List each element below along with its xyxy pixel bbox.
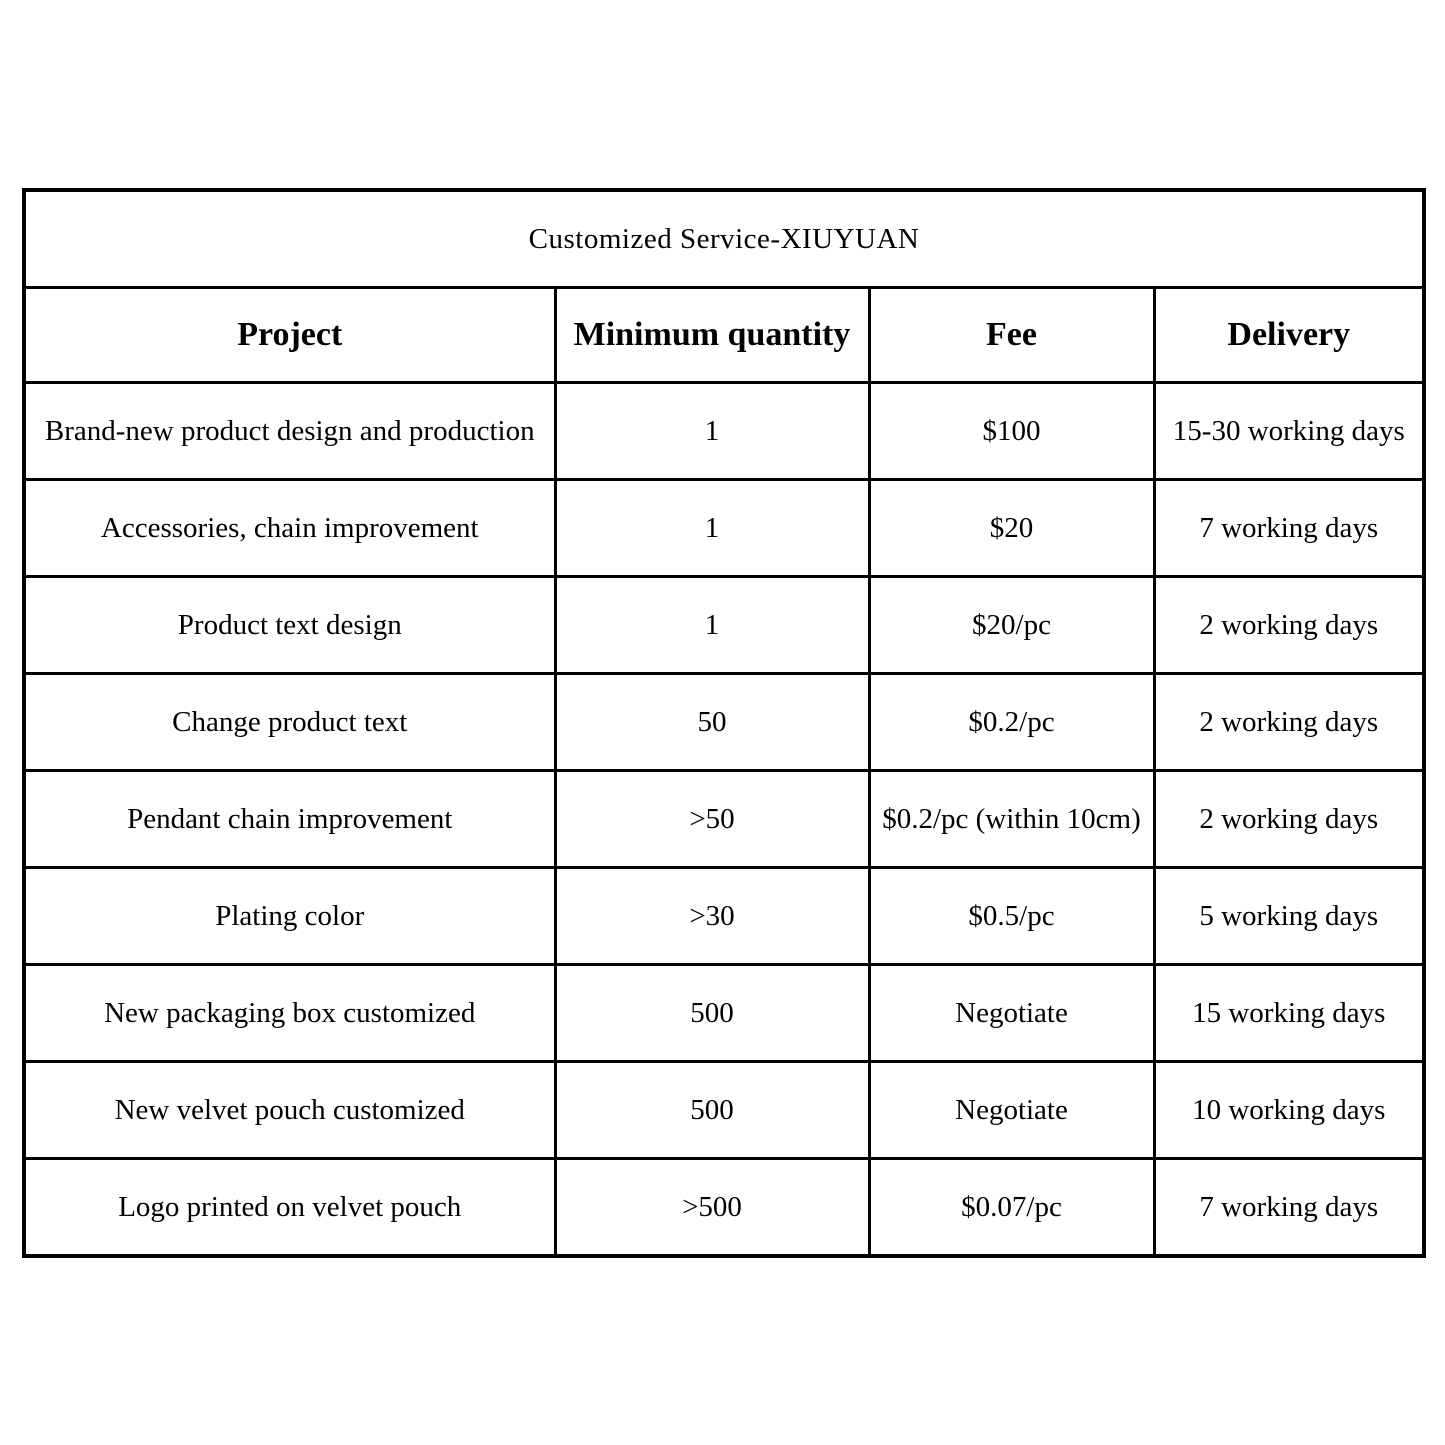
column-header-minimum-quantity: Minimum quantity xyxy=(555,288,869,383)
title-row xyxy=(24,190,1424,288)
cell-project: New packaging box customized xyxy=(24,965,555,1062)
cell-fee: Negotiate xyxy=(869,965,1154,1062)
cell-project: Product text design xyxy=(24,577,555,674)
cell-delivery: 2 working days xyxy=(1154,674,1424,771)
cell-delivery: 7 working days xyxy=(1154,1159,1424,1257)
cell-minimum-quantity: 1 xyxy=(555,383,869,480)
table-row xyxy=(24,480,1424,577)
cell-minimum-quantity: 500 xyxy=(555,1062,869,1159)
cell-minimum-quantity: >500 xyxy=(555,1159,869,1257)
table-title: Customized Service-XIUYUAN xyxy=(24,190,1424,288)
cell-minimum-quantity: 1 xyxy=(555,480,869,577)
cell-fee: $20 xyxy=(869,480,1154,577)
header-row xyxy=(24,288,1424,383)
cell-delivery: 5 working days xyxy=(1154,868,1424,965)
cell-fee: $0.2/pc (within 10cm) xyxy=(869,771,1154,868)
cell-delivery: 15 working days xyxy=(1154,965,1424,1062)
column-header-project: Project xyxy=(24,288,555,383)
cell-fee: Negotiate xyxy=(869,1062,1154,1159)
cell-fee: $0.2/pc xyxy=(869,674,1154,771)
table-body xyxy=(24,383,1424,1257)
table-row xyxy=(24,771,1424,868)
cell-fee: $0.07/pc xyxy=(869,1159,1154,1257)
cell-project: Logo printed on velvet pouch xyxy=(24,1159,555,1257)
cell-fee: $100 xyxy=(869,383,1154,480)
table-row xyxy=(24,965,1424,1062)
cell-project: Accessories, chain improvement xyxy=(24,480,555,577)
cell-delivery: 2 working days xyxy=(1154,577,1424,674)
customized-service-table xyxy=(22,188,1426,1258)
cell-delivery: 15-30 working days xyxy=(1154,383,1424,480)
table-row xyxy=(24,383,1424,480)
cell-delivery: 2 working days xyxy=(1154,771,1424,868)
cell-minimum-quantity: >50 xyxy=(555,771,869,868)
cell-project: Pendant chain improvement xyxy=(24,771,555,868)
cell-project: Change product text xyxy=(24,674,555,771)
cell-minimum-quantity: 500 xyxy=(555,965,869,1062)
cell-delivery: 7 working days xyxy=(1154,480,1424,577)
column-header-fee: Fee xyxy=(869,288,1154,383)
cell-delivery: 10 working days xyxy=(1154,1062,1424,1159)
column-header-delivery: Delivery xyxy=(1154,288,1424,383)
table-row xyxy=(24,1159,1424,1257)
table-row xyxy=(24,674,1424,771)
cell-minimum-quantity: 1 xyxy=(555,577,869,674)
cell-minimum-quantity: 50 xyxy=(555,674,869,771)
cell-fee: $0.5/pc xyxy=(869,868,1154,965)
table-row xyxy=(24,577,1424,674)
cell-fee: $20/pc xyxy=(869,577,1154,674)
cell-project: Plating color xyxy=(24,868,555,965)
table-row xyxy=(24,868,1424,965)
cell-minimum-quantity: >30 xyxy=(555,868,869,965)
table-row xyxy=(24,1062,1424,1159)
cell-project: Brand-new product design and production xyxy=(24,383,555,480)
cell-project: New velvet pouch customized xyxy=(24,1062,555,1159)
